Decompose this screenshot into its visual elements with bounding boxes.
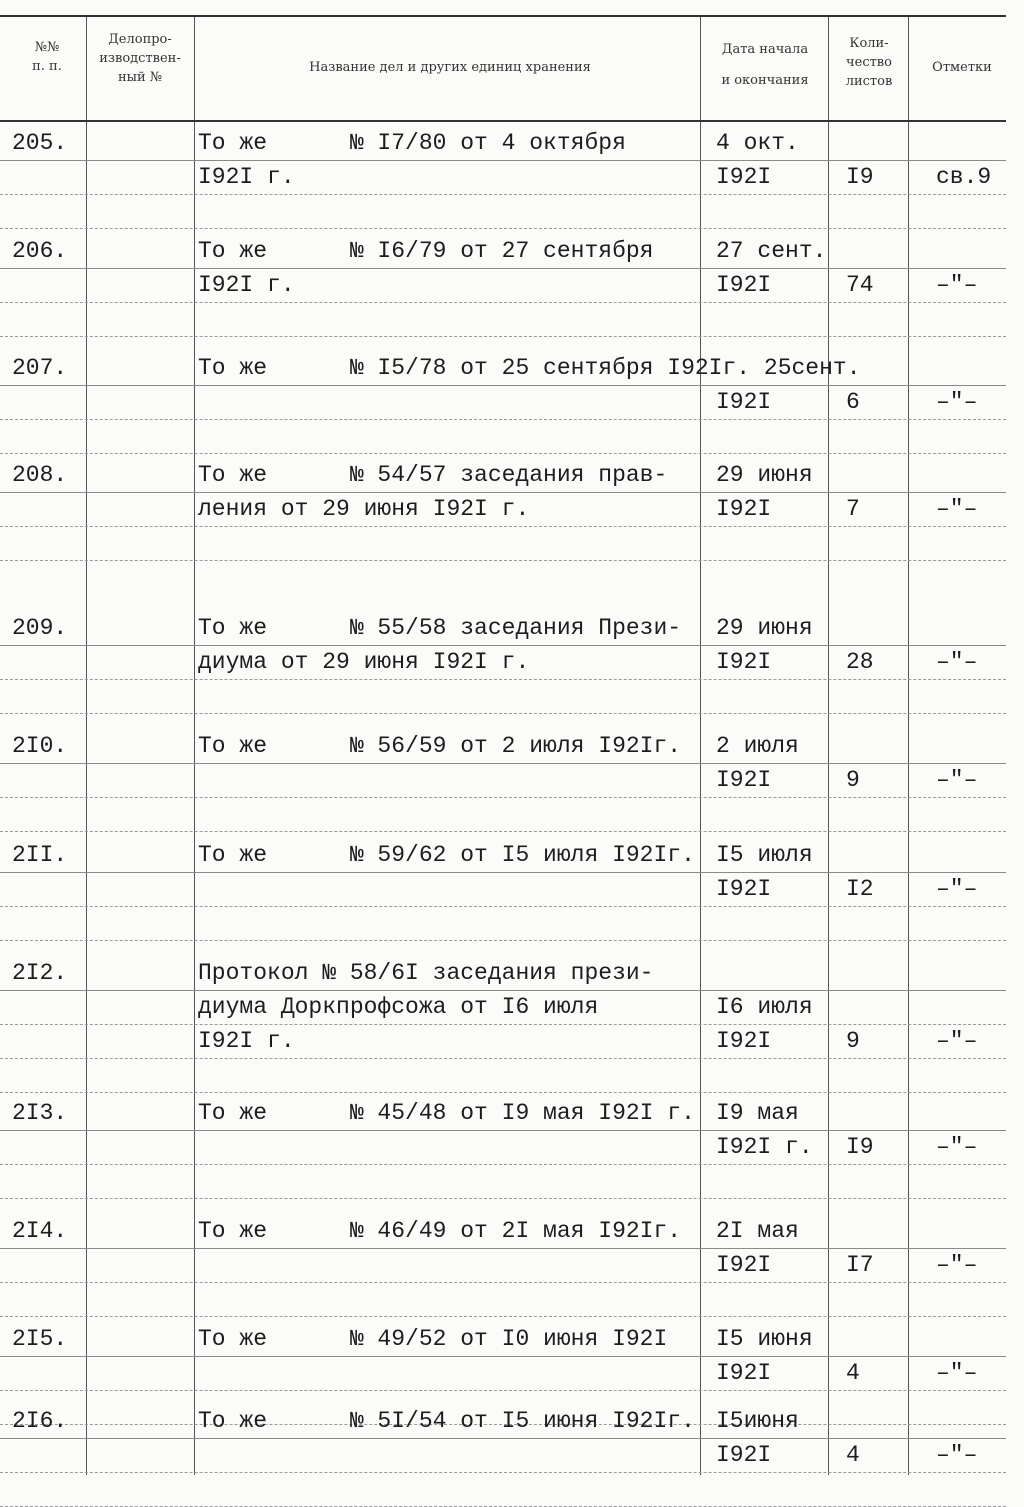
column-divider: [828, 16, 829, 1475]
header-col-count-line3: листов: [845, 74, 893, 89]
row-date-end: I92I: [716, 1442, 772, 1468]
row-note: –"–: [936, 272, 978, 298]
row-number: 2II.: [12, 842, 68, 868]
row-sheet-count: I9: [846, 1134, 874, 1160]
column-divider: [86, 16, 87, 1475]
row-sheet-count: 9: [846, 1028, 860, 1054]
row-note: –"–: [936, 389, 978, 415]
header-col-date-line2: и окончания: [721, 73, 809, 88]
row-date-start: 29 июня: [716, 462, 813, 488]
row-sheet-count: 9: [846, 767, 860, 793]
row-sheet-count: I2: [846, 876, 874, 902]
row-rule: [0, 679, 1006, 680]
row-rule: [0, 1164, 1006, 1165]
row-date-start: 29 июня: [716, 615, 813, 641]
row-rule: [0, 797, 1006, 798]
row-rule: [0, 1248, 1006, 1249]
row-date-start: 4 окт.: [716, 130, 799, 156]
header-col-sub-line1: Делопро-: [108, 32, 172, 47]
row-number: 2I3.: [12, 1100, 68, 1126]
row-title-line: То же № 56/59 от 2 июля I92Iг.: [198, 733, 682, 759]
row-rule: [0, 268, 1006, 269]
row-date-end: I92I: [716, 767, 772, 793]
row-date-start: I5июня: [716, 1408, 799, 1434]
header-top-rule: [0, 15, 1006, 17]
row-rule: [0, 1390, 1006, 1391]
row-rule: [0, 194, 1006, 195]
header-col-num-line1: №№: [34, 40, 60, 55]
header-col-count-line1: Коли-: [849, 36, 889, 51]
row-note: –"–: [936, 1134, 978, 1160]
row-note: –"–: [936, 1252, 978, 1278]
row-title-line: То же № I7/80 от 4 октября: [198, 130, 626, 156]
row-date-start: 2 июля: [716, 733, 799, 759]
header-col-date: [702, 40, 828, 90]
column-divider: [194, 16, 195, 1475]
row-date-end: I92I: [716, 164, 772, 190]
row-title-line: То же № 5I/54 от I5 июня I92Iг.: [198, 1408, 695, 1434]
row-date-start: 27 сент.: [716, 238, 827, 264]
row-title-line: То же № 59/62 от I5 июля I92Iг.: [198, 842, 695, 868]
row-sheet-count: 28: [846, 649, 874, 675]
row-title-line: I92I г.: [198, 272, 295, 298]
row-title-line: То же № I5/78 от 25 сентября I92Iг. 25сент.: [198, 355, 861, 381]
row-date-start: 2I мая: [716, 1218, 799, 1244]
row-rule: [0, 228, 1006, 229]
row-rule: [0, 1198, 1006, 1199]
row-date-end: I92I: [716, 389, 772, 415]
row-date-end: I92I: [716, 1360, 772, 1386]
row-title-line: То же № 45/48 от I9 мая I92I г.: [198, 1100, 695, 1126]
row-rule: [0, 1282, 1006, 1283]
row-note: –"–: [936, 767, 978, 793]
row-date-start: I9 мая: [716, 1100, 799, 1126]
row-number: 2I4.: [12, 1218, 68, 1244]
header-bottom-rule: [0, 120, 1006, 122]
row-date-end: I92I: [716, 649, 772, 675]
row-rule: [0, 713, 1006, 714]
row-rule: [0, 336, 1006, 337]
row-title-line: То же № 54/57 заседания прав-: [198, 462, 668, 488]
row-sheet-count: 4: [846, 1442, 860, 1468]
row-number: 2I2.: [12, 960, 68, 986]
row-rule: [0, 990, 1006, 991]
row-rule: [0, 940, 1006, 941]
row-note: св.9: [936, 164, 992, 190]
row-date-start: I6 июля: [716, 994, 813, 1020]
row-rule: [0, 1130, 1006, 1131]
row-number: 207.: [12, 355, 68, 381]
row-number: 209.: [12, 615, 68, 641]
row-rule: [0, 492, 1006, 493]
row-rule: [0, 1058, 1006, 1059]
row-rule: [0, 419, 1006, 420]
row-title-line: ления от 29 июня I92I г.: [198, 496, 530, 522]
row-rule: [0, 872, 1006, 873]
row-rule: [0, 453, 1006, 454]
header-col-sub: [90, 30, 190, 87]
row-number: 2I6.: [12, 1408, 68, 1434]
row-rule: [0, 1092, 1006, 1093]
row-rule: [0, 560, 1006, 561]
row-sheet-count: 6: [846, 389, 860, 415]
row-rule: [0, 385, 1006, 386]
row-number: 2I0.: [12, 733, 68, 759]
row-title-line: I92I г.: [198, 1028, 295, 1054]
row-title-line: Протокол № 58/6I заседания прези-: [198, 960, 654, 986]
column-divider: [908, 16, 909, 1475]
header-col-notes: [910, 58, 1014, 77]
row-date-end: I92I: [716, 1252, 772, 1278]
row-rule: [0, 160, 1006, 161]
row-rule: [0, 1356, 1006, 1357]
row-rule: [0, 1472, 1006, 1473]
row-note: –"–: [936, 876, 978, 902]
row-date-end: I92I г.: [716, 1134, 813, 1160]
row-rule: [0, 831, 1006, 832]
row-date-end: I92I: [716, 1028, 772, 1054]
row-title-line: диума от 29 июня I92I г.: [198, 649, 530, 675]
row-number: 208.: [12, 462, 68, 488]
row-note: –"–: [936, 1028, 978, 1054]
header-col-num: [18, 38, 76, 76]
header-col-count: [830, 34, 908, 91]
header-col-num-line2: п. п.: [32, 59, 62, 74]
row-title-line: То же № 46/49 от 2I мая I92Iг.: [198, 1218, 682, 1244]
row-rule: [0, 302, 1006, 303]
row-sheet-count: I7: [846, 1252, 874, 1278]
row-title-line: То же № 49/52 от I0 июня I92I: [198, 1326, 668, 1352]
row-number: 2I5.: [12, 1326, 68, 1352]
header-col-sub-line3: ный №: [117, 70, 163, 85]
row-title-line: То же № I6/79 от 27 сентября: [198, 238, 654, 264]
header-col-notes-text: Отметки: [932, 60, 992, 75]
row-note: –"–: [936, 496, 978, 522]
row-title-line: То же № 55/58 заседания Прези-: [198, 615, 682, 641]
row-rule: [0, 645, 1006, 646]
row-title-line: I92I г.: [198, 164, 295, 190]
row-date-start: I5 июля: [716, 842, 813, 868]
row-date-end: I92I: [716, 876, 772, 902]
row-sheet-count: 74: [846, 272, 874, 298]
column-divider: [700, 16, 701, 1475]
header-col-title-text: Название дел и других единиц хранения: [309, 60, 591, 75]
row-sheet-count: 4: [846, 1360, 860, 1386]
header-col-count-line2: чество: [846, 55, 892, 70]
row-sheet-count: I9: [846, 164, 874, 190]
row-number: 206.: [12, 238, 68, 264]
row-rule: [0, 1024, 1006, 1025]
row-rule: [0, 763, 1006, 764]
row-sheet-count: 7: [846, 496, 860, 522]
row-note: –"–: [936, 649, 978, 675]
row-number: 205.: [12, 130, 68, 156]
row-rule: [0, 906, 1006, 907]
row-rule: [0, 1438, 1006, 1439]
row-date-end: I92I: [716, 496, 772, 522]
row-rule: [0, 526, 1006, 527]
row-date-start: I5 июня: [716, 1326, 813, 1352]
header-col-sub-line2: изводствен-: [99, 51, 181, 66]
row-note: –"–: [936, 1360, 978, 1386]
row-title-line: диума Доркпрофсожа от I6 июля: [198, 994, 599, 1020]
row-rule: [0, 1316, 1006, 1317]
row-note: –"–: [936, 1442, 978, 1468]
header-col-date-line1: Дата начала: [721, 42, 809, 57]
header-col-title: [200, 58, 700, 77]
row-date-end: I92I: [716, 272, 772, 298]
